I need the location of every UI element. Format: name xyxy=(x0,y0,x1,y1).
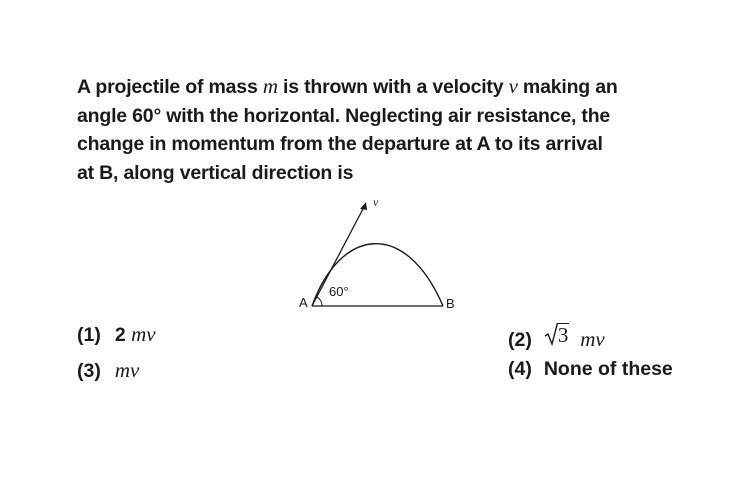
option-expression: mv xyxy=(114,358,140,382)
question-line-2: angle 60° with the horizontal. Neglecting air resistance, the xyxy=(77,104,611,127)
question-line-4: at B, along vertical direction is xyxy=(77,161,354,184)
option-1[interactable] xyxy=(77,322,156,347)
radical-sign-icon xyxy=(544,322,558,346)
question-text-part: is thrown with a velocity xyxy=(277,76,509,98)
velocity-label: v xyxy=(373,195,379,209)
question-text-part: making an xyxy=(517,76,618,98)
question-line-3: change in momentum from the departure at A to its arrival xyxy=(77,133,603,155)
option-2[interactable] xyxy=(508,322,605,352)
velocity-arrowhead-icon xyxy=(360,202,367,210)
square-root xyxy=(544,322,570,346)
projectile-diagram-svg xyxy=(280,188,480,318)
velocity-variable: v xyxy=(508,74,518,98)
option-answer xyxy=(544,322,605,352)
radicand: 3 xyxy=(557,323,569,347)
option-answer xyxy=(115,358,140,383)
option-number: (3) xyxy=(77,360,101,382)
projectile-diagram xyxy=(280,188,480,318)
option-coefficient: 2 xyxy=(114,324,126,346)
option-answer: None of these xyxy=(543,358,673,380)
option-number: (2) xyxy=(508,329,532,351)
angle-arc xyxy=(317,297,322,306)
option-expression: mv xyxy=(131,322,156,346)
option-3[interactable] xyxy=(77,358,139,383)
option-number: (1) xyxy=(77,324,101,346)
mass-variable: m xyxy=(262,74,278,98)
point-b-label: B xyxy=(446,296,455,311)
option-number: (4) xyxy=(508,358,532,380)
option-answer xyxy=(115,322,156,347)
point-a-label: A xyxy=(299,295,308,310)
question-text-part: A projectile of mass xyxy=(77,76,263,98)
option-4[interactable] xyxy=(508,358,673,381)
option-expression: mv xyxy=(580,327,605,351)
angle-label: 60° xyxy=(329,284,349,299)
question-line-1 xyxy=(77,72,677,102)
question-text xyxy=(77,72,677,187)
